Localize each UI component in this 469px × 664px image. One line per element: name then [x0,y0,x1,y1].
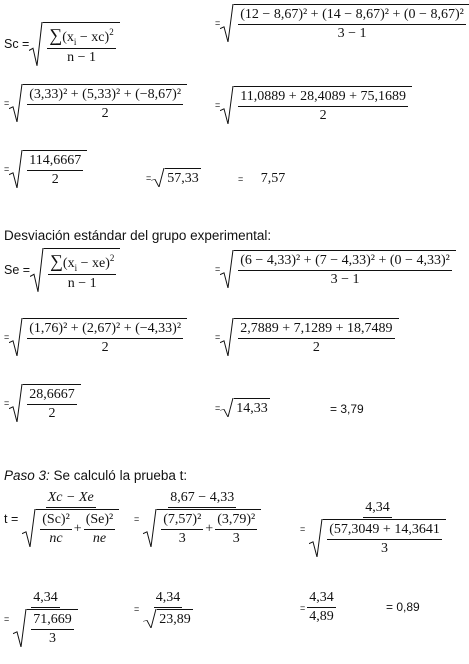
sc-step-5: = 57,33 [146,168,201,187]
sc-step-2: = $\frac{\text{(3,33)² + (5,33)² + (−8,67)²}}{2}$ [4,84,187,122]
se-formula: Se = $\frac{\sum(x_i - xe)^2}{n - 1}$ [4,248,120,292]
sc-result: = 7,57 [238,171,286,186]
sc-step-3: = $\frac{11,0889 + 28,4089 + 75,1689}{2}$ [215,86,412,124]
se-step-5: = 14,33 [215,398,270,417]
t-result: = 0,89 [386,600,420,614]
se-step-4: = $\frac{28,6667}{2}$ [4,384,81,422]
se-result: = 3,79 [330,402,364,416]
se-step-3: = $\frac{2,7889 + 7,1289 + 18,7489}{2}$ [215,318,399,356]
se-step-2: = $\frac{\text{(1,76)² + (2,67)² + (−4,33)²}}{2}$ [4,318,187,356]
sc-step-1: = $\frac{\text{(12 − 8,67)² + (14 − 8,67)² + (0 − 8,67)²}}{3 - 1}$ [215,4,469,42]
se-step-1: = $\frac{\text{(6 − 4,33)² + (7 − 4,33)² + (0 − 4,33)²}}{3 - 1}$ [215,250,456,288]
sum-symbol: ∑ [49,25,63,45]
t-label: t = [4,511,19,526]
experimental-heading: Desviación estándar del grupo experimental: [4,228,272,243]
sqrt-sign: $\frac{\sum(x_i - xc)^2}{n - 1}$ [29,22,119,66]
t-step-3: = $\frac{4,34}{\frac{71,669}{3}}$ [4,590,82,647]
se-label: Se = [4,262,31,277]
t-step-4: = $\frac{4,34}{23,89}$ [134,590,191,627]
sc-label: Sc = [4,36,30,51]
t-step-2: = $\frac{4,34}{\frac{(57,3049 + 14,3641}{3}}$ [300,500,450,557]
paso-label: Paso 3: [4,468,50,483]
sc-step-4: = $\frac{114,6667}{2}$ [4,150,87,188]
paso-3-heading: Paso 3: Se calculó la prueba t: [4,468,188,483]
t-step-1: = 8,67 − 4,33 $\frac{\text{(7,57)²}}{3}$ + $\frac{\text{(3,79)²}}{3}$ [134,490,265,547]
t-formula: t = Xc − Xe $\frac{\text{(Sc)²}}{nc}$ + $\frac{\text{(Se)²}}{ne}$ [4,490,123,547]
t-step-5: = $\frac{4,34}{4,89}$ [300,590,334,624]
sc-formula [4,22,120,66]
